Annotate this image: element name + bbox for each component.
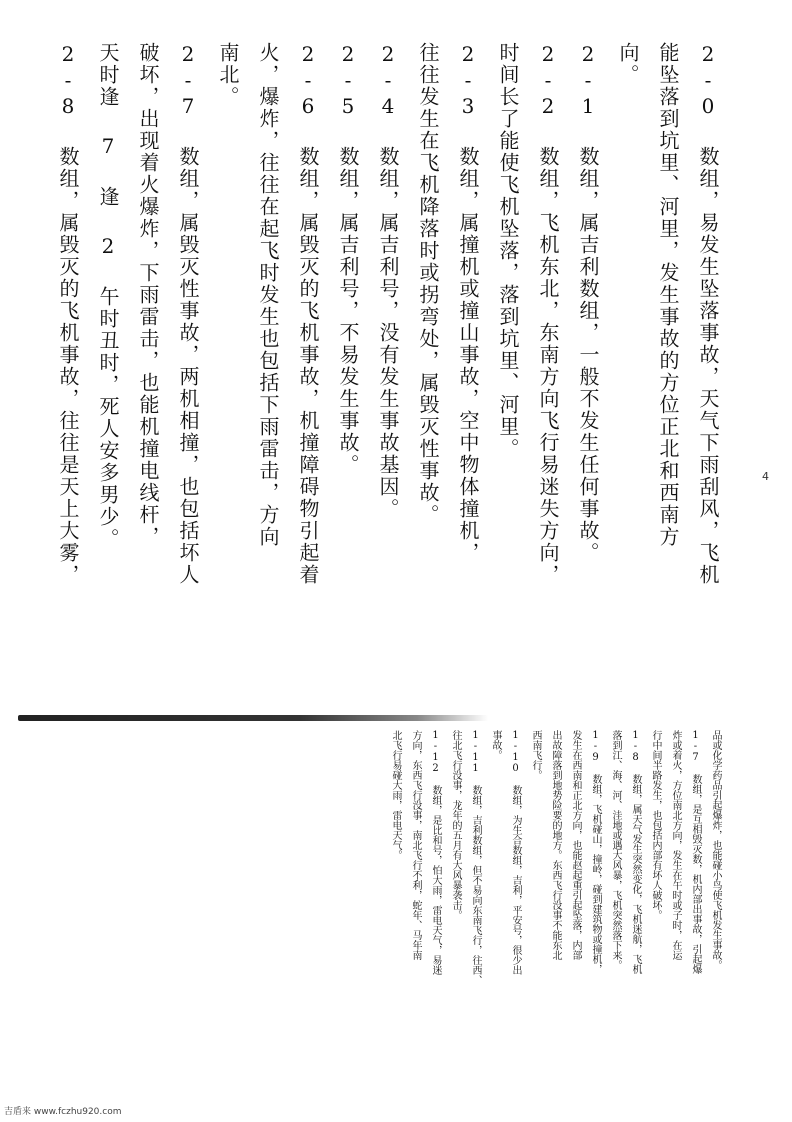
text-line: 往往发生在飞机降落时或拐弯处，属毁灭性事故。 (416, 42, 440, 526)
text-line: 向。 (616, 42, 640, 86)
text-line: 炸或着火，方位南北方向，发生在午时或子时，在运 (670, 730, 681, 960)
text-line: 2-3 数组，属撞机或撞山事故，空中物体撞机， (456, 42, 480, 564)
text-line: 天时逢 7 逢 2 午时丑时，死人安多男少。 (96, 42, 120, 550)
text-line: 2-1 数组，属吉利数组，一般不发生任何事故。 (576, 42, 600, 564)
text-line: 南北。 (216, 42, 240, 108)
text-line: 往北飞行没事，龙年的五月有大风暴袭击。 (450, 730, 461, 920)
text-line: 品或化学药品引起爆炸，也能碰小鸟使飞机发生事故。 (710, 730, 721, 970)
text-line: 2-6 数组，属毁灭的飞机事故，机撞障碍物引起着 (296, 42, 320, 586)
text-line: 破坏，出现着火爆炸，下雨雷击，也能机撞电线杆， (136, 42, 160, 548)
text-line: 发生在西南和正北方向，也能赵起重引起坠落，内部 (570, 730, 581, 960)
text-line: 2-4 数组，属吉利号，没有发生事故基因。 (376, 42, 400, 520)
text-line: 能坠落到坑里、河里，发生事故的方位正北和西南方 (656, 42, 680, 548)
text-line: 2-5 数组，属吉利号，不易发生事故。 (336, 42, 360, 476)
text-line: 1-8 数组，属天气发生突然变化，飞机迷航，飞机 (630, 730, 641, 974)
text-line: 2-7 数组，属毁灭性事故，两机相撞，也包括坏人 (176, 42, 200, 586)
text-line: 落到江、海、河、洼地或遇大风暴，飞机突然落下来。 (610, 730, 621, 970)
text-line: 2-2 数组，飞机东北，东南方向飞行易迷失方向， (536, 42, 560, 586)
text-line: 西南飞行。 (530, 730, 541, 780)
text-line: 事故。 (490, 730, 501, 760)
text-line: 火，爆炸，往往在起飞时发生也包括下雨雷击，方向 (256, 42, 280, 548)
text-line: 2-0 数组，易发生坠落事故，天气下雨刮风，飞机 (696, 42, 720, 586)
text-line: 出故障落到地势险要的地方。东西飞行没事不能东北 (550, 730, 561, 960)
text-line: 1-9 数组，飞机碰山，撞岭，碰到建筑物或撞机， (590, 730, 601, 974)
text-line: 1-10 数组，为生合数组，吉利，平安号，很少出 (510, 730, 521, 975)
site-watermark: 吉盾来 www.fczhu920.com (4, 1107, 122, 1117)
text-line: 2-8 数组，属毁灭的飞机事故，往往是天上大雾， (56, 42, 80, 586)
text-line: 时间长了能使飞机坠落，落到坑里、河里。 (496, 42, 520, 460)
text-line: 北飞行易碰大雨，雷电天气。 (390, 730, 401, 860)
text-line: 1-11 数组，吉利数组，但不易向东南飞行，往西、 (470, 730, 481, 985)
text-line: 方向，东西飞行没事，南北飞行不利，蛇年、马年南 (410, 730, 421, 960)
text-line: 行中间半路发生，也包括内部有坏人破坏。 (650, 730, 661, 920)
binding-gutter-shadow (18, 715, 488, 721)
text-line: 1-12 数组，是比和号，怕大雨，雷电天气，易迷 (430, 730, 441, 975)
page-number: 4 (762, 470, 769, 483)
text-line: 1-7 数组，是互相毁灭数，机内部出事故，引起爆 (690, 730, 701, 974)
